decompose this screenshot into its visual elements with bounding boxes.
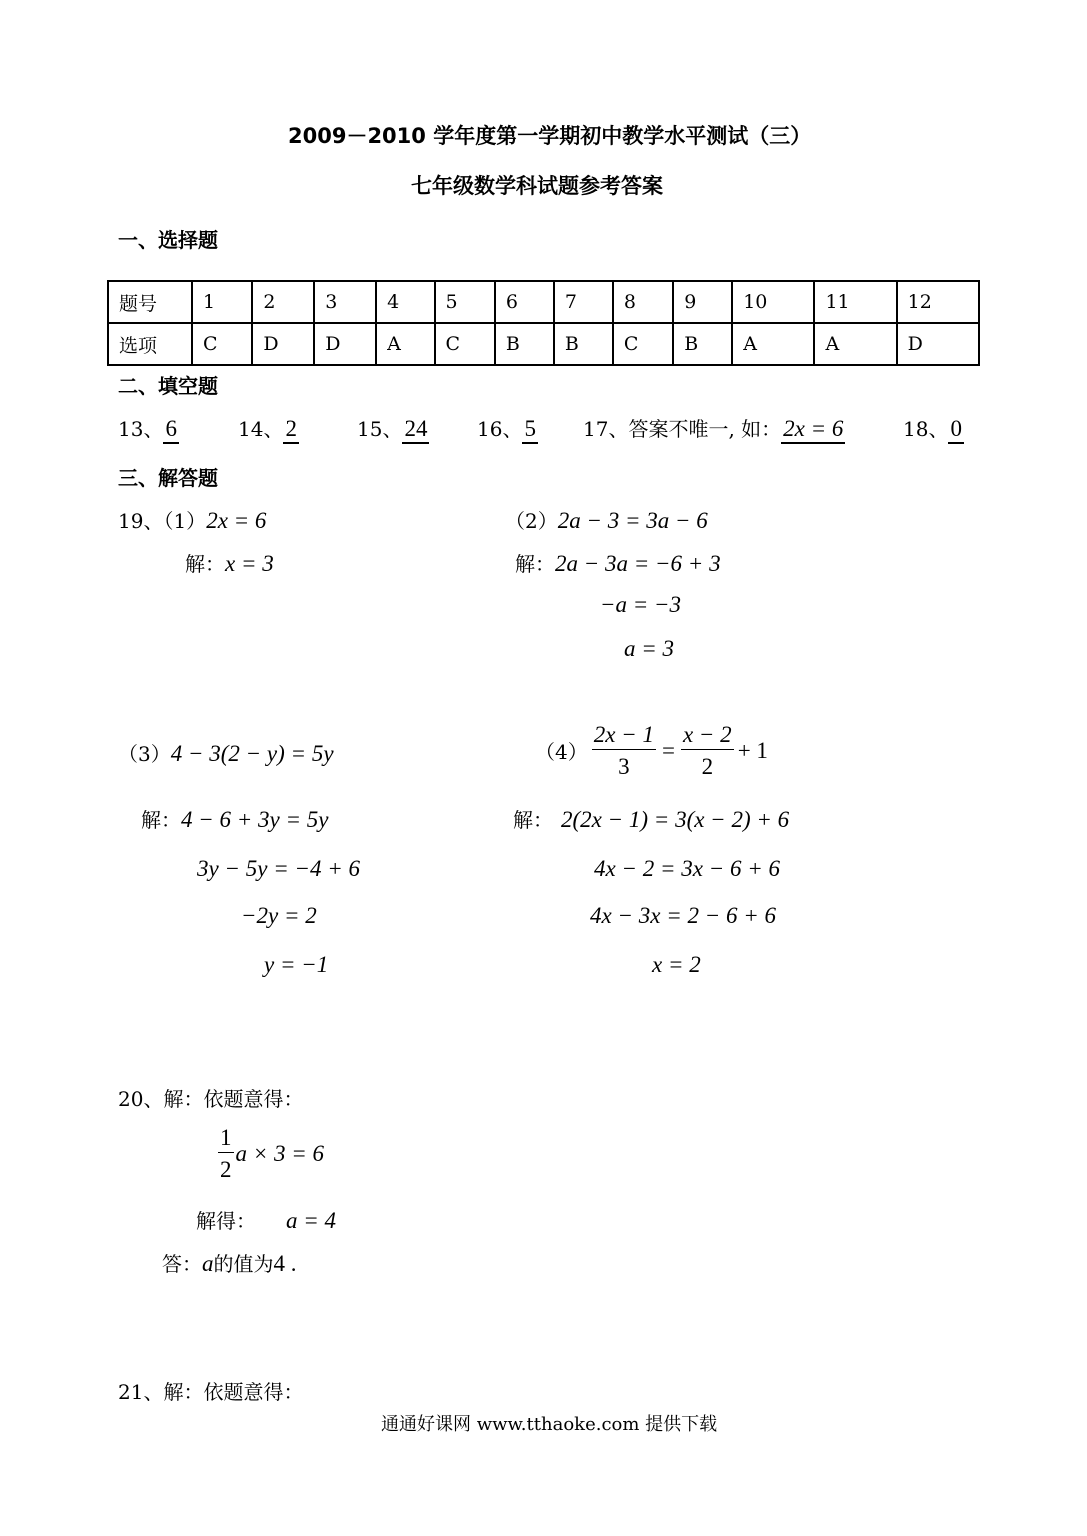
equation: 2a − 3a = −6 + 3	[555, 551, 721, 576]
section-heading-choice: 一、选择题	[118, 228, 218, 252]
answer-value: 4 .	[273, 1251, 297, 1276]
solution-step: 3y − 5y = −4 + 6	[197, 856, 360, 881]
fill-label: 16、	[477, 417, 523, 441]
fill-answer: 24	[402, 416, 429, 444]
q20-label: 20、解：依题意得：	[118, 1087, 304, 1111]
equation-tail: a × 3 = 6	[235, 1140, 325, 1166]
question-label: （2）	[505, 509, 558, 533]
solution-label: 解：	[515, 552, 555, 576]
table-cell: 5	[435, 281, 495, 323]
answer-prefix: 答：	[162, 1252, 202, 1276]
solution-step: 4x − 2 = 3x − 6 + 6	[594, 856, 780, 881]
fill-answer: 6	[163, 416, 179, 444]
table-row	[108, 323, 979, 365]
q20-answer	[162, 1248, 297, 1277]
solution-step: 4x − 3x = 2 − 6 + 6	[590, 903, 776, 928]
fill-answer: 0	[948, 416, 964, 444]
table-cell: A	[376, 323, 434, 365]
table-cell: D	[252, 323, 314, 365]
table-cell: 4	[376, 281, 434, 323]
fill-item-14	[238, 413, 299, 442]
fraction-numerator: 1	[218, 1125, 234, 1153]
answer-text: 的值为	[213, 1252, 274, 1276]
solution-label: 解：	[513, 808, 553, 832]
solution-step: x = 2	[652, 952, 701, 977]
answer-table	[107, 280, 980, 366]
table-cell: 10	[732, 281, 814, 323]
question-label: （3）	[118, 742, 171, 766]
page-title: 2009－2010 学年度第一学期初中教学水平测试（三）	[288, 124, 812, 148]
table-cell: B	[495, 323, 554, 365]
equals-sign: =	[661, 737, 675, 763]
equation: 2x = 6	[206, 508, 267, 533]
equation: 4 − 6 + 3y = 5y	[181, 807, 329, 832]
q19-part3-question	[118, 738, 334, 767]
table-cell: 7	[554, 281, 613, 323]
solution-label: 解：	[185, 552, 225, 576]
q19-part3-solution	[141, 804, 328, 833]
fill-item-13	[118, 413, 179, 442]
table-cell: 8	[613, 281, 673, 323]
table-cell: 3	[314, 281, 376, 323]
fill-label: 13、	[118, 417, 164, 441]
fraction-denominator: 2	[220, 1157, 232, 1183]
q20-solution	[196, 1205, 336, 1234]
table-cell: 6	[495, 281, 554, 323]
table-cell: A	[814, 323, 896, 365]
fraction-lhs	[592, 722, 656, 780]
q19-part1-question	[118, 505, 266, 534]
section-heading-solve: 三、解答题	[118, 466, 218, 490]
table-cell: B	[673, 323, 732, 365]
fill-label: 18、	[903, 417, 949, 441]
solution-step: y = −1	[264, 952, 329, 977]
q19-part2-solution	[515, 548, 721, 577]
section-heading-fill: 二、填空题	[118, 374, 218, 398]
table-cell: C	[192, 323, 252, 365]
equation-tail: + 1	[737, 737, 768, 763]
question-label: 19、（1）	[118, 509, 207, 533]
table-row	[108, 281, 979, 323]
fill-item-15	[357, 413, 429, 442]
q19-part4-solution	[513, 804, 789, 833]
solution-step: −a = −3	[600, 592, 682, 617]
fill-label: 14、	[238, 417, 284, 441]
table-cell: A	[732, 323, 814, 365]
question-label: （4）	[535, 740, 588, 765]
fill-item-18	[903, 413, 964, 442]
fill-item-16	[477, 413, 538, 442]
fill-answer: 2x = 6	[781, 416, 845, 444]
solution-step: a = 3	[624, 636, 675, 661]
q19-part2-question	[505, 505, 708, 534]
fill-label: 17、答案不唯一, 如：	[583, 417, 782, 441]
table-cell: D	[897, 323, 979, 365]
q20-equation	[218, 1125, 324, 1183]
equation: 2(2x − 1) = 3(x − 2) + 6	[561, 807, 790, 832]
equation: x = 3	[225, 551, 274, 576]
fraction-rhs	[681, 722, 734, 780]
fraction-denominator: 2	[701, 754, 714, 780]
table-cell: 1	[192, 281, 252, 323]
table-cell: D	[314, 323, 376, 365]
fill-answer: 5	[522, 416, 538, 444]
solution-step: −2y = 2	[241, 903, 317, 928]
fill-answer: 2	[283, 416, 299, 444]
page-subtitle: 七年级数学科试题参考答案	[411, 174, 663, 198]
q19-part1-solution	[185, 548, 274, 577]
fraction-numerator: 2x − 1	[592, 722, 656, 750]
table-cell: 12	[897, 281, 979, 323]
table-header-cell: 选项	[108, 323, 192, 365]
fraction-half	[218, 1125, 234, 1183]
equation: 4 − 3(2 − y) = 5y	[170, 741, 334, 766]
solution-label: 解：	[141, 808, 181, 832]
table-header-cell: 题号	[108, 281, 192, 323]
fill-item-17	[583, 413, 845, 442]
answer-variable: a	[202, 1251, 214, 1276]
equation: 2a − 3 = 3a − 6	[557, 508, 708, 533]
table-cell: 11	[814, 281, 896, 323]
equation: a = 4	[286, 1208, 337, 1233]
fill-label: 15、	[357, 417, 403, 441]
solution-label: 解得：	[196, 1209, 256, 1233]
table-cell: C	[435, 323, 495, 365]
table-cell: 2	[252, 281, 314, 323]
fraction-numerator: x − 2	[681, 722, 734, 750]
q21-label: 21、解：依题意得：	[118, 1380, 304, 1404]
table-cell: C	[613, 323, 673, 365]
fraction-denominator: 3	[618, 754, 630, 780]
table-cell: 9	[673, 281, 732, 323]
footer-text: 通通好课网 www.tthaoke.com 提供下载	[381, 1414, 718, 1435]
q19-part4-question	[535, 722, 768, 780]
table-cell: B	[554, 323, 613, 365]
